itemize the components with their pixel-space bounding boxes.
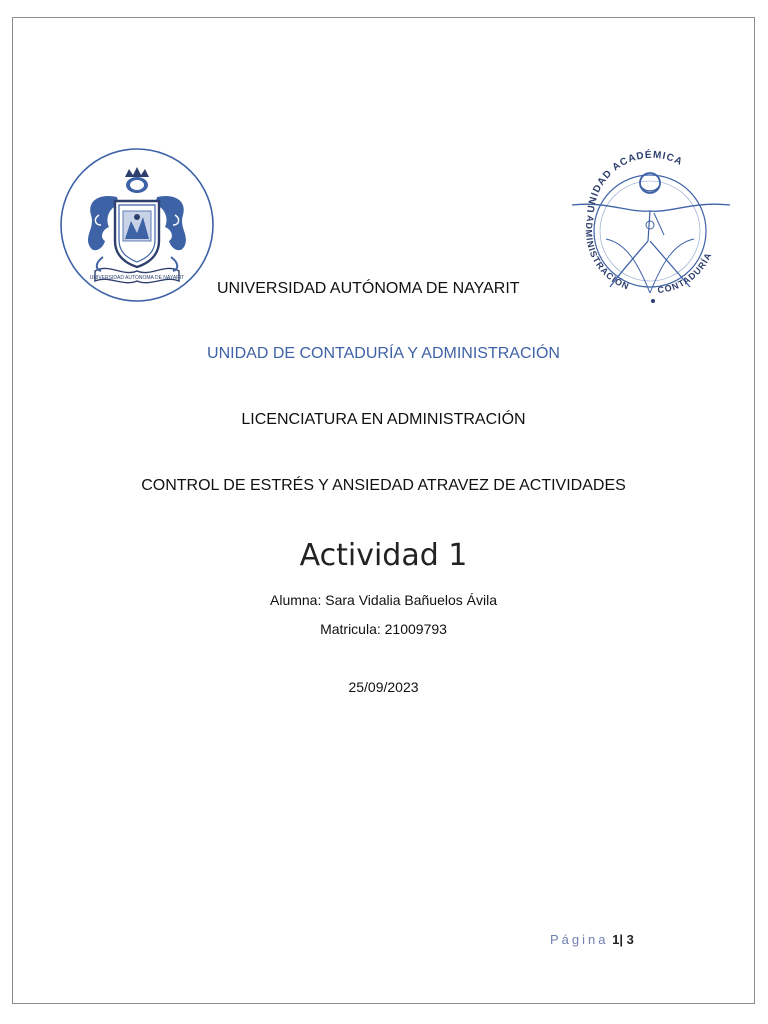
university-seal-logo bbox=[59, 145, 217, 307]
document-subject: CONTROL DE ESTRÉS Y ANSIEDAD ATRAVEZ DE ACTIVIDADES bbox=[141, 477, 626, 494]
left-seal-text: UNIVERSIDAD AUTONOMA DE NAYARIT bbox=[89, 275, 185, 281]
current-page-number: 1 bbox=[612, 932, 620, 947]
university-name: UNIVERSIDAD AUTÓNOMA DE NAYARIT bbox=[217, 280, 520, 297]
right-seal-right-text: CONTADURÍA bbox=[656, 250, 714, 296]
page-number-footer bbox=[550, 932, 634, 947]
right-seal-left-text: ADMINISTRACIÓN bbox=[583, 214, 632, 292]
page-separator: | bbox=[619, 932, 623, 947]
academic-unit-seal-logo bbox=[566, 143, 736, 308]
program-name: LICENCIATURA EN ADMINISTRACIÓN bbox=[241, 411, 526, 428]
document-page bbox=[12, 17, 755, 1004]
document-title: Actividad 1 bbox=[299, 538, 468, 573]
student-name: Alumna: Sara Vidalia Bañuelos Ávila bbox=[270, 592, 497, 608]
student-id: Matricula: 21009793 bbox=[320, 621, 447, 637]
academic-unit-name: UNIDAD DE CONTADURÍA Y ADMINISTRACIÓN bbox=[207, 345, 560, 362]
document-date: 25/09/2023 bbox=[348, 679, 419, 695]
right-seal-top-text: UNIDAD ACADÉMICA bbox=[585, 149, 685, 214]
page-label: Página bbox=[550, 932, 609, 947]
total-pages: 3 bbox=[626, 932, 634, 947]
